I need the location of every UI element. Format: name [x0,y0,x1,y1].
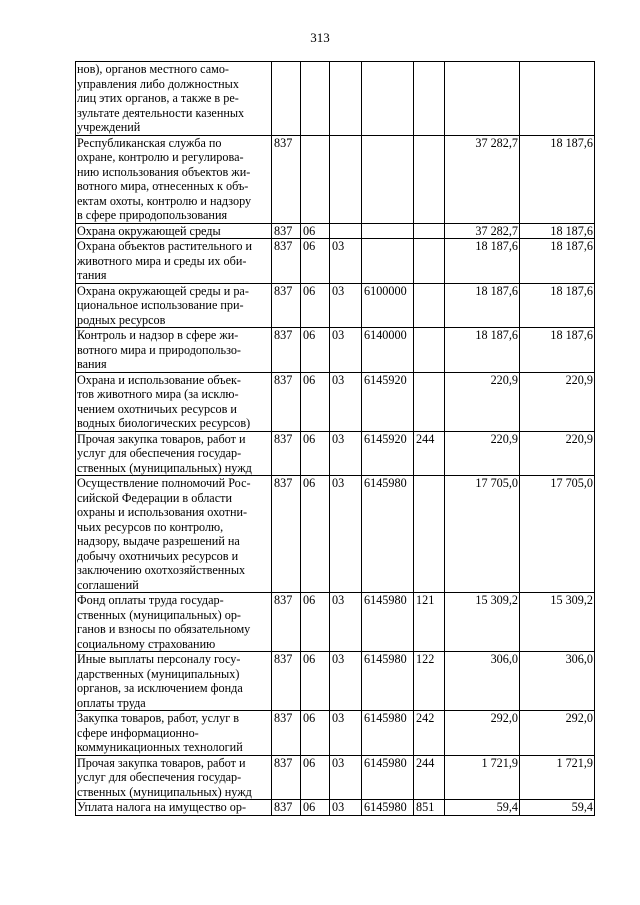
section-code-cell: 06 [301,431,330,476]
subsection-code-cell: 03 [330,239,362,284]
amount-total-cell: 306,0 [445,652,520,711]
item-name-cell: Уплата налога на имущество ор- [76,800,272,816]
target-article-code-cell: 6145980 [362,652,414,711]
target-article-code-cell: 6145920 [362,372,414,431]
section-code-cell: 06 [301,328,330,373]
expense-type-code-cell [414,283,445,328]
expense-type-code-cell [414,223,445,239]
table-body [76,62,595,816]
item-name-cell: Осуществление полномочий Рос- сийской Федерации в области охраны и использования охотни- чьих ресурсов по контролю, надзору, выдаче разрешений на добычу охотничьих ресурсов и заключению охотхозяйственных соглашений [76,476,272,593]
target-article-code-cell [362,62,414,136]
department-code-cell: 837 [272,755,301,800]
target-article-code-cell [362,135,414,223]
item-name-cell: Закупка товаров, работ, услуг в сфере информационно- коммуникационных технологий [76,711,272,756]
item-name-cell: Охрана и использование объек- тов животного мира (за исклю- чением охотничьих ресурсов и водных биологических ресурсов) [76,372,272,431]
subsection-code-cell: 03 [330,476,362,593]
section-code-cell: 06 [301,283,330,328]
item-name-cell: Охрана объектов растительного и животного мира и среды их оби- тания [76,239,272,284]
target-article-code-cell [362,223,414,239]
amount-federal-cell: 220,9 [520,431,595,476]
subsection-code-cell: 03 [330,372,362,431]
expense-type-code-cell [414,328,445,373]
target-article-code-cell: 6145980 [362,755,414,800]
target-article-code-cell: 6100000 [362,283,414,328]
section-code-cell: 06 [301,652,330,711]
department-code-cell: 837 [272,431,301,476]
item-name-cell: Прочая закупка товаров, работ и услуг для обеспечения государ- ственных (муниципальных) нужд [76,755,272,800]
department-code-cell: 837 [272,283,301,328]
table-row [76,283,595,328]
item-name-cell: Охрана окружающей среды и ра- циональное использование при- родных ресурсов [76,283,272,328]
amount-total-cell [445,62,520,136]
table-row [76,431,595,476]
department-code-cell: 837 [272,593,301,652]
amount-total-cell: 37 282,7 [445,135,520,223]
target-article-code-cell: 6145980 [362,711,414,756]
amount-federal-cell: 18 187,6 [520,135,595,223]
item-name-cell: нов), органов местного само- управления либо должностных лиц этих органов, а также в ре- зультате деятельности казенных учреждений [76,62,272,136]
target-article-code-cell: 6145980 [362,476,414,593]
expense-type-code-cell: 242 [414,711,445,756]
item-name-cell: Прочая закупка товаров, работ и услуг для обеспечения государ- ственных (муниципальных) нужд [76,431,272,476]
table-row [76,328,595,373]
table-row [76,223,595,239]
amount-total-cell: 17 705,0 [445,476,520,593]
amount-total-cell: 59,4 [445,800,520,816]
section-code-cell: 06 [301,800,330,816]
amount-total-cell: 18 187,6 [445,328,520,373]
amount-federal-cell: 1 721,9 [520,755,595,800]
expense-type-code-cell [414,476,445,593]
item-name-cell: Республиканская служба по охране, контролю и регулирова- нию использования объектов жи- вотного мира, отнесенных к объ- ектам охоты, контролю и надзору в сфере природопользования [76,135,272,223]
amount-federal-cell: 18 187,6 [520,283,595,328]
department-code-cell [272,62,301,136]
subsection-code-cell: 03 [330,800,362,816]
amount-total-cell: 37 282,7 [445,223,520,239]
section-code-cell: 06 [301,476,330,593]
subsection-code-cell: 03 [330,431,362,476]
budget-table [75,61,595,816]
target-article-code-cell [362,239,414,284]
expense-type-code-cell [414,62,445,136]
table-row [76,239,595,284]
subsection-code-cell [330,62,362,136]
section-code-cell [301,62,330,136]
amount-federal-cell: 18 187,6 [520,239,595,284]
subsection-code-cell [330,135,362,223]
expense-type-code-cell: 244 [414,755,445,800]
subsection-code-cell: 03 [330,755,362,800]
table-row [76,711,595,756]
page-number: 313 [310,30,330,45]
section-code-cell: 06 [301,755,330,800]
amount-federal-cell: 18 187,6 [520,328,595,373]
amount-total-cell: 18 187,6 [445,283,520,328]
amount-federal-cell: 292,0 [520,711,595,756]
expense-type-code-cell [414,372,445,431]
section-code-cell [301,135,330,223]
target-article-code-cell: 6140000 [362,328,414,373]
amount-federal-cell: 15 309,2 [520,593,595,652]
amount-total-cell: 220,9 [445,372,520,431]
expense-type-code-cell: 851 [414,800,445,816]
table-row [76,755,595,800]
target-article-code-cell: 6145980 [362,593,414,652]
table-row [76,135,595,223]
amount-federal-cell [520,62,595,136]
target-article-code-cell: 6145980 [362,800,414,816]
table-row [76,652,595,711]
expense-type-code-cell: 122 [414,652,445,711]
amount-federal-cell: 17 705,0 [520,476,595,593]
amount-total-cell: 15 309,2 [445,593,520,652]
department-code-cell: 837 [272,372,301,431]
department-code-cell: 837 [272,223,301,239]
amount-total-cell: 1 721,9 [445,755,520,800]
subsection-code-cell: 03 [330,652,362,711]
item-name-cell: Охрана окружающей среды [76,223,272,239]
section-code-cell: 06 [301,239,330,284]
expense-type-code-cell: 121 [414,593,445,652]
expense-type-code-cell [414,239,445,284]
subsection-code-cell: 03 [330,283,362,328]
department-code-cell: 837 [272,239,301,284]
amount-total-cell: 18 187,6 [445,239,520,284]
department-code-cell: 837 [272,711,301,756]
amount-federal-cell: 306,0 [520,652,595,711]
amount-federal-cell: 59,4 [520,800,595,816]
subsection-code-cell: 03 [330,711,362,756]
expense-type-code-cell [414,135,445,223]
expense-type-code-cell: 244 [414,431,445,476]
item-name-cell: Контроль и надзор в сфере жи- вотного мира и природопользо- вания [76,328,272,373]
amount-total-cell: 220,9 [445,431,520,476]
section-code-cell: 06 [301,223,330,239]
department-code-cell: 837 [272,328,301,373]
department-code-cell: 837 [272,135,301,223]
section-code-cell: 06 [301,711,330,756]
table-row [76,62,595,136]
item-name-cell: Фонд оплаты труда государ- ственных (муниципальных) ор- ганов и взносы по обязательному социальному страхованию [76,593,272,652]
amount-federal-cell: 18 187,6 [520,223,595,239]
department-code-cell: 837 [272,800,301,816]
table-row [76,372,595,431]
table-row [76,593,595,652]
subsection-code-cell: 03 [330,328,362,373]
target-article-code-cell: 6145920 [362,431,414,476]
amount-total-cell: 292,0 [445,711,520,756]
amount-federal-cell: 220,9 [520,372,595,431]
item-name-cell: Иные выплаты персоналу госу- дарственных (муниципальных) органов, за исключением фонда оплаты труда [76,652,272,711]
subsection-code-cell [330,223,362,239]
section-code-cell: 06 [301,593,330,652]
table-row [76,476,595,593]
department-code-cell: 837 [272,652,301,711]
subsection-code-cell: 03 [330,593,362,652]
section-code-cell: 06 [301,372,330,431]
table-row [76,800,595,816]
department-code-cell: 837 [272,476,301,593]
